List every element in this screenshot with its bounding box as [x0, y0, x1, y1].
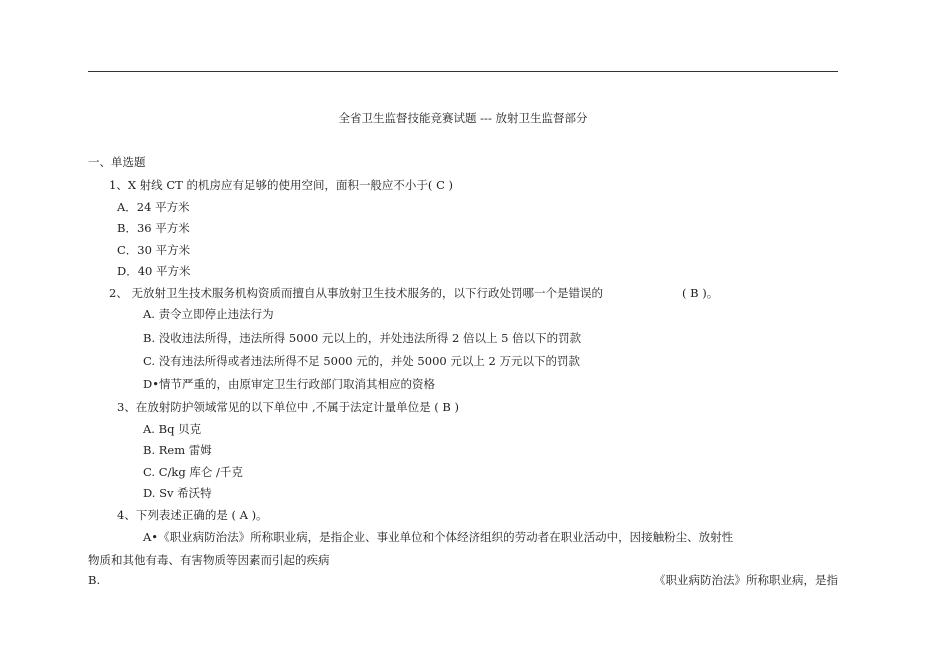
- question-3-option-b: B. Rem 雷姆: [143, 443, 212, 457]
- question-3-option-d: D. Sv 希沃特: [143, 486, 212, 500]
- question-2-option-b: B. 没收违法所得，违法所得 5000 元以上的，并处违法所得 2 倍以上 5 倍以下的罚款: [143, 331, 582, 345]
- question-3-option-c: C. C/kg 库仑 /千克: [143, 465, 243, 479]
- question-3-option-a: A. Bq 贝克: [143, 422, 202, 436]
- question-1-stem: 1、X 射线 CT 的机房应有足够的使用空间，面积一般应不小于( C ): [109, 178, 454, 192]
- question-1-option-a: A．24 平方米: [117, 200, 190, 214]
- question-3-stem: 3、在放射防护领域常见的以下单位中 ,不属于法定计量单位是 ( B ): [117, 400, 460, 414]
- page-title: 全省卫生监督技能竞赛试题 --- 放射卫生监督部分: [338, 111, 588, 125]
- question-2-option-c: C. 没有违法所得或者违法所得不足 5000 元的，并处 5000 元以上 2 万元以下的罚款: [143, 354, 580, 368]
- question-4-option-a-continuation: 物质和其他有毒、有害物质等因素而引起的疾病: [88, 553, 330, 567]
- question-2-stem: 2、 无放射卫生技术服务机构资质而擅自从事放射卫生技术服务的，以下行政处罚哪一个是错误的: [109, 286, 603, 300]
- question-2-option-d: D•情节严重的，由原审定卫生行政部门取消其相应的资格: [143, 377, 436, 391]
- question-4-option-a: A•《职业病防治法》所称职业病，是指企业、事业单位和个体经济组织的劳动者在职业活动中，因接触粉尘、放射性: [143, 530, 734, 544]
- header-rule: [88, 71, 838, 72]
- question-4-stem: 4、下列表述正确的是 ( A )。: [117, 508, 268, 522]
- question-1-option-c: C．30 平方米: [117, 243, 191, 257]
- question-1-option-b: B．36 平方米: [117, 221, 190, 235]
- section-heading: 一、单选题: [88, 155, 146, 169]
- question-4-option-b-text: 《职业病防治法》所称职业病，是指: [654, 573, 838, 587]
- question-2-option-a: A. 责令立即停止违法行为: [143, 307, 274, 321]
- question-1-option-d: D．40 平方米: [117, 264, 191, 278]
- question-2-answer: ( B )。: [682, 286, 719, 300]
- question-4-option-b: B.: [88, 573, 101, 587]
